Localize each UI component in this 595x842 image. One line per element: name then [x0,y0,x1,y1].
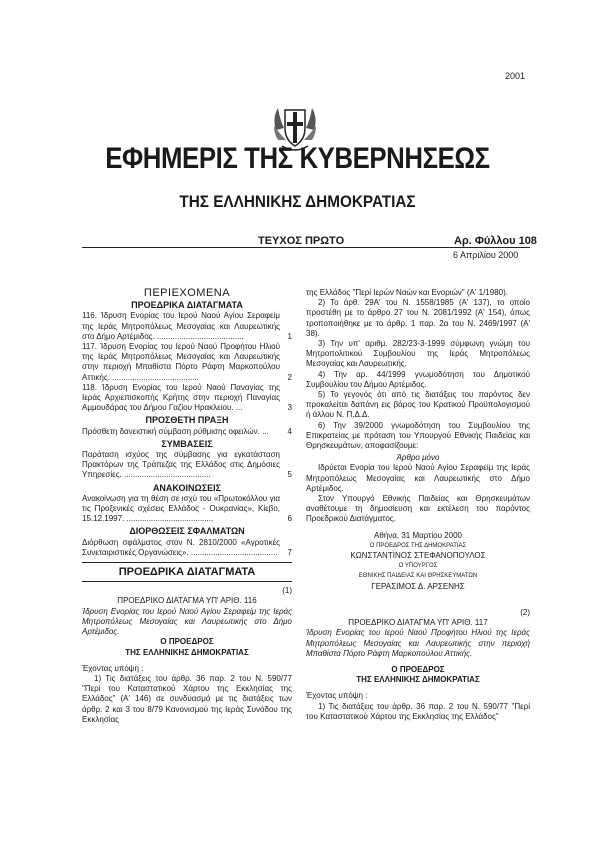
decree-116-number: ΠΡΟΕΔΡΙΚΟ ΔΙΑΤΑΓΜΑ ΥΠ' ΑΡΙΘ. 116 [117,596,257,606]
decree-116-president: Ο ΠΡΟΕΔΡΟΣ [160,637,214,647]
decree-116-para-1: 1) Τις διατάξεις του άρθρ. 36 παρ. 2 του Ν. 590/77 "Περί του Καταστατικού Χάρτου της Εκκλησίας της Ελλάδος" (Α' 146) σε συνδυασμό με τις διατάξεις των άρθρ. 2 και 3 του 8/79 Κανονισμού της Ιεράς Συνόδου της Εκκλησίας [82,673,292,724]
toc-item[interactable] [82,450,292,481]
header-rule [82,247,530,248]
decree-117-considering: Έχοντας υπόψη : [306,691,368,701]
decree-117-header [306,608,530,618]
decree-117-president: Ο ΠΡΟΕΔΡΟΣ [391,664,445,674]
toc-item-text: Διόρθωση σφάλματος στον Ν. 2810/2000 «Αγροτικές Συνεταιριστικές Οργανώσεις». ....................................... [82,537,280,557]
article-heading: Άρθρο μόνο [396,453,440,463]
decree-116-title: Ίδρυση Ενορίας του Ιερού Ναού Αγίου Σεραφείμ της Ιεράς Μητροπόλεως Μεσογαίας και Λαυρεωτικής στο Δήμο Αρτέμιδος. [82,606,292,637]
article-text: Ιδρύεται Ενορία του Ιερού Ναού Αγίου Σεραφείμ της Ιεράς Μητροπόλεως Μεσογαίας και Λαυρεωτικής στο Δήμο Αρτέμιδος. [306,463,530,493]
sheet-number: Αρ. Φύλλου 108 [454,235,537,247]
decree-116-header [82,586,292,596]
signature-minister-label: Ο ΥΠΟΥΡΓΟΣ [398,563,438,570]
decrees-heading: ΠΡΟΕΔΡΙΚΑ ΔΙΑΤΑΓΜΑΤΑ [118,566,256,579]
section-divider [82,562,292,563]
decree-116-considering: Έχοντας υπόψη : [82,663,144,673]
decree-116-para-2: 2) Το άρθ. 29Α' του Ν. 1558/1985 (Α' 137), το οποίο προστέθη με το άρθρο 27 του Ν. 2081/1992 (Α' 154), όπως τροποποιήθηκε με το άρθρ. 1 παρ. 2α του Ν. 2469/1997 (Α' 38). [306,298,530,338]
decree-116-para-5: 5) Το γεγονός ότι από τις διατάξεις του παρόντος δεν προκαλείται δαπάνη εις βάρος του Κρατικού Προϋπολογισμού ή άλλου Ν. Π.Δ.Δ. [306,390,530,420]
decree-117-para-1: 1) Τις διατάξεις του άρθρ. 36 παρ. 2 του Ν. 590/77 "Περί του Καταστατικού Χάρτου της Εκκλησίας της Ελλάδος" [306,701,530,721]
decree-117-title: Ίδρυση Ενορίας του Ιερού Ναού Προφήτου Ηλιού της Ιεράς Μητροπόλεως Μεσογαίας και Λαυρεωτικής στην περιοχή Μπαθίστα Πόρτο Ράφτη Μαρκοπούλου Αττικής. [306,628,530,658]
signature-president-name: ΚΩΝΣΤΑΝΤΙΝΟΣ ΣΤΕΦΑΝΟΠΟΥΛΟΣ [350,551,486,561]
toc-section-title: ΠΡΟΕΔΡΙΚΑ ΔΙΑΤΑΓΜΑΤΑ [131,300,243,311]
toc-item-text: Παράταση ισχύος της σύμβασης για εγκατάσταση Πρακτόρων της Τράπεζας της Ελλάδος στις Δημόσιες Υπηρεσίες. ....................................... [82,450,280,480]
toc-section-title: ΔΙΟΡΘΩΣΕΙΣ ΣΦΑΛΜΑΤΩΝ [129,526,245,537]
toc-item-page: 7 [287,547,292,557]
minister-order: Στον Υπουργό Εθνικής Παιδείας και Θρησκευμάτων αναθέτουμε τη δημοσίευση και εκτέλεση του παρόντος Προεδρικού Διατάγματος. [306,494,530,524]
toc-item-page: 2 [287,372,292,382]
gazette-title: ΕΦΗΜΕΡΙΣ ΤΗΣ ΚΥΒΕΡΝΗΣΕΩΣ [105,142,490,175]
decree-116-para-6: 6) Την 39/2000 γνωμοδότηση του Συμβουλίου της Επικρατείας με πρόταση του Υπουργού Εθνικής Παιδείας και Θρησκευμάτων, αποφασίζουμε: [306,420,530,451]
decree-117-number: ΠΡΟΕΔΡΙΚΟ ΔΙΑΤΑΓΜΑ ΥΠ' ΑΡΙΘ. 117 [348,618,488,628]
toc-item-text: 116. Ίδρυση Ενορίας του Ιερού Ναού Αγίου Σεραφείμ της Ιεράς Μητροπόλεως Μεσογαίας και Λαυρεωτικής στο Δήμο Αρτέμιδος. ....................................... [82,311,280,341]
decree-117-marker: (2) [520,607,530,617]
toc-item-text: 118. Ίδρυση Ενορίας του Ιερού Ναού Παναγίας της Ιεράς Αρχιεπισκοπής Κρήτης στην περιοχή Παναγίας Αμμουδάρας του Δήμου Γαζίου Ηρακλείου. ... [82,382,280,413]
toc-item-text: Ανακοίνωση για τη θέση σε ισχύ του «Πρωτοκόλλου για τις Προξενικές σχέσεις Ελλάδος - Ουκρανίας», Κίεβο, 15.12.1997. ....................................... [82,493,280,524]
toc-item[interactable] [82,311,292,342]
toc-item[interactable] [82,342,292,383]
toc-item-page: 1 [287,331,292,341]
issue-date: 6 Απριλίου 2000 [453,250,519,260]
toc-item-page: 6 [287,514,292,524]
section-divider [82,581,292,582]
page-number: 2001 [505,71,526,81]
toc-item[interactable] [82,427,292,437]
decree-116-marker: (1) [282,586,292,596]
decree-116-para-3: 3) Την υπ' αριθμ. 282/23-3-1999 σύμφωνη γνώμη του Μητροπολιτικού Συμβουλίου της Ιεράς Μητροπόλεως Μεσογαίας και Λαυρεωτικής. [306,339,530,369]
toc-item-page: 3 [287,403,292,413]
signature-president-title: Ο ΠΡΟΕΔΡΟΣ ΤΗΣ ΔΗΜΟΚΡΑΤΙΑΣ [369,542,467,549]
toc-section-title: ΣΥΜΒΑΣΕΙΣ [161,438,213,449]
left-column [82,288,292,725]
toc-item[interactable] [82,494,292,525]
toc-section-title: ΑΝΑΚΟΙΝΩΣΕΙΣ [152,482,222,493]
toc-item-page: 5 [287,470,292,480]
place-date: Αθήνα, 31 Μαρτίου 2000 [374,530,462,540]
signature-minister-title: ΕΘΝΙΚΗΣ ΠΑΙΔΕΙΑΣ ΚΑΙ ΘΡΗΣΚΕΥΜΑΤΩΝ [358,573,478,580]
decree-116-para-1-cont: της Ελλάδος "Περί Ιερών Ναών και Ενοριών" (Α' 1/1980). [306,288,508,297]
toc-item-page: 4 [287,426,292,436]
signature-minister-name: ΓΕΡΑΣΙΜΟΣ Δ. ΑΡΣΕΝΗΣ [371,581,465,591]
toc-item-text: 117. Ίδρυση Ενορίας του Ιερού Ναού Προφήτου Ηλιού της Ιεράς Μητροπόλεως Μεσογαίας και Λαυρεωτικής στην περιοχή Μπαθίστα Πόρτο Ράφτη Μαρκοπούλου Αττικής. ....................................... [82,342,280,382]
issue-label: ΤΕΥΧΟΣ ΠΡΩΤΟ [258,235,345,247]
right-column [306,288,530,722]
toc-section-title: ΠΡΟΣΘΕΤΗ ΠΡΑΞΗ [145,415,229,426]
gazette-subtitle: ΤΗΣ ΕΛΛΗΝΙΚΗΣ ΔΗΜΟΚΡΑΤΙΑΣ [179,192,416,211]
toc-item-text: Πρόσθετη δανειστική σύμβαση ρύθμισης οφειλών. ... [82,426,269,436]
decree-116-republic: ΤΗΣ ΕΛΛΗΝΙΚΗΣ ΔΗΜΟΚΡΑΤΙΑΣ [125,647,249,657]
decree-117-republic: ΤΗΣ ΕΛΛΗΝΙΚΗΣ ΔΗΜΟΚΡΑΤΙΑΣ [356,675,480,685]
toc-item[interactable] [82,538,292,558]
toc-item[interactable] [82,383,292,414]
toc-heading: ΠΕΡΙΕΧΟΜΕΝΑ [143,287,231,299]
decree-116-para-4: 4) Την αρ. 44/1999 γνωμοδότηση του Δημοτικού Συμβουλίου του Δήμου Αρτέμιδος. [306,369,530,389]
